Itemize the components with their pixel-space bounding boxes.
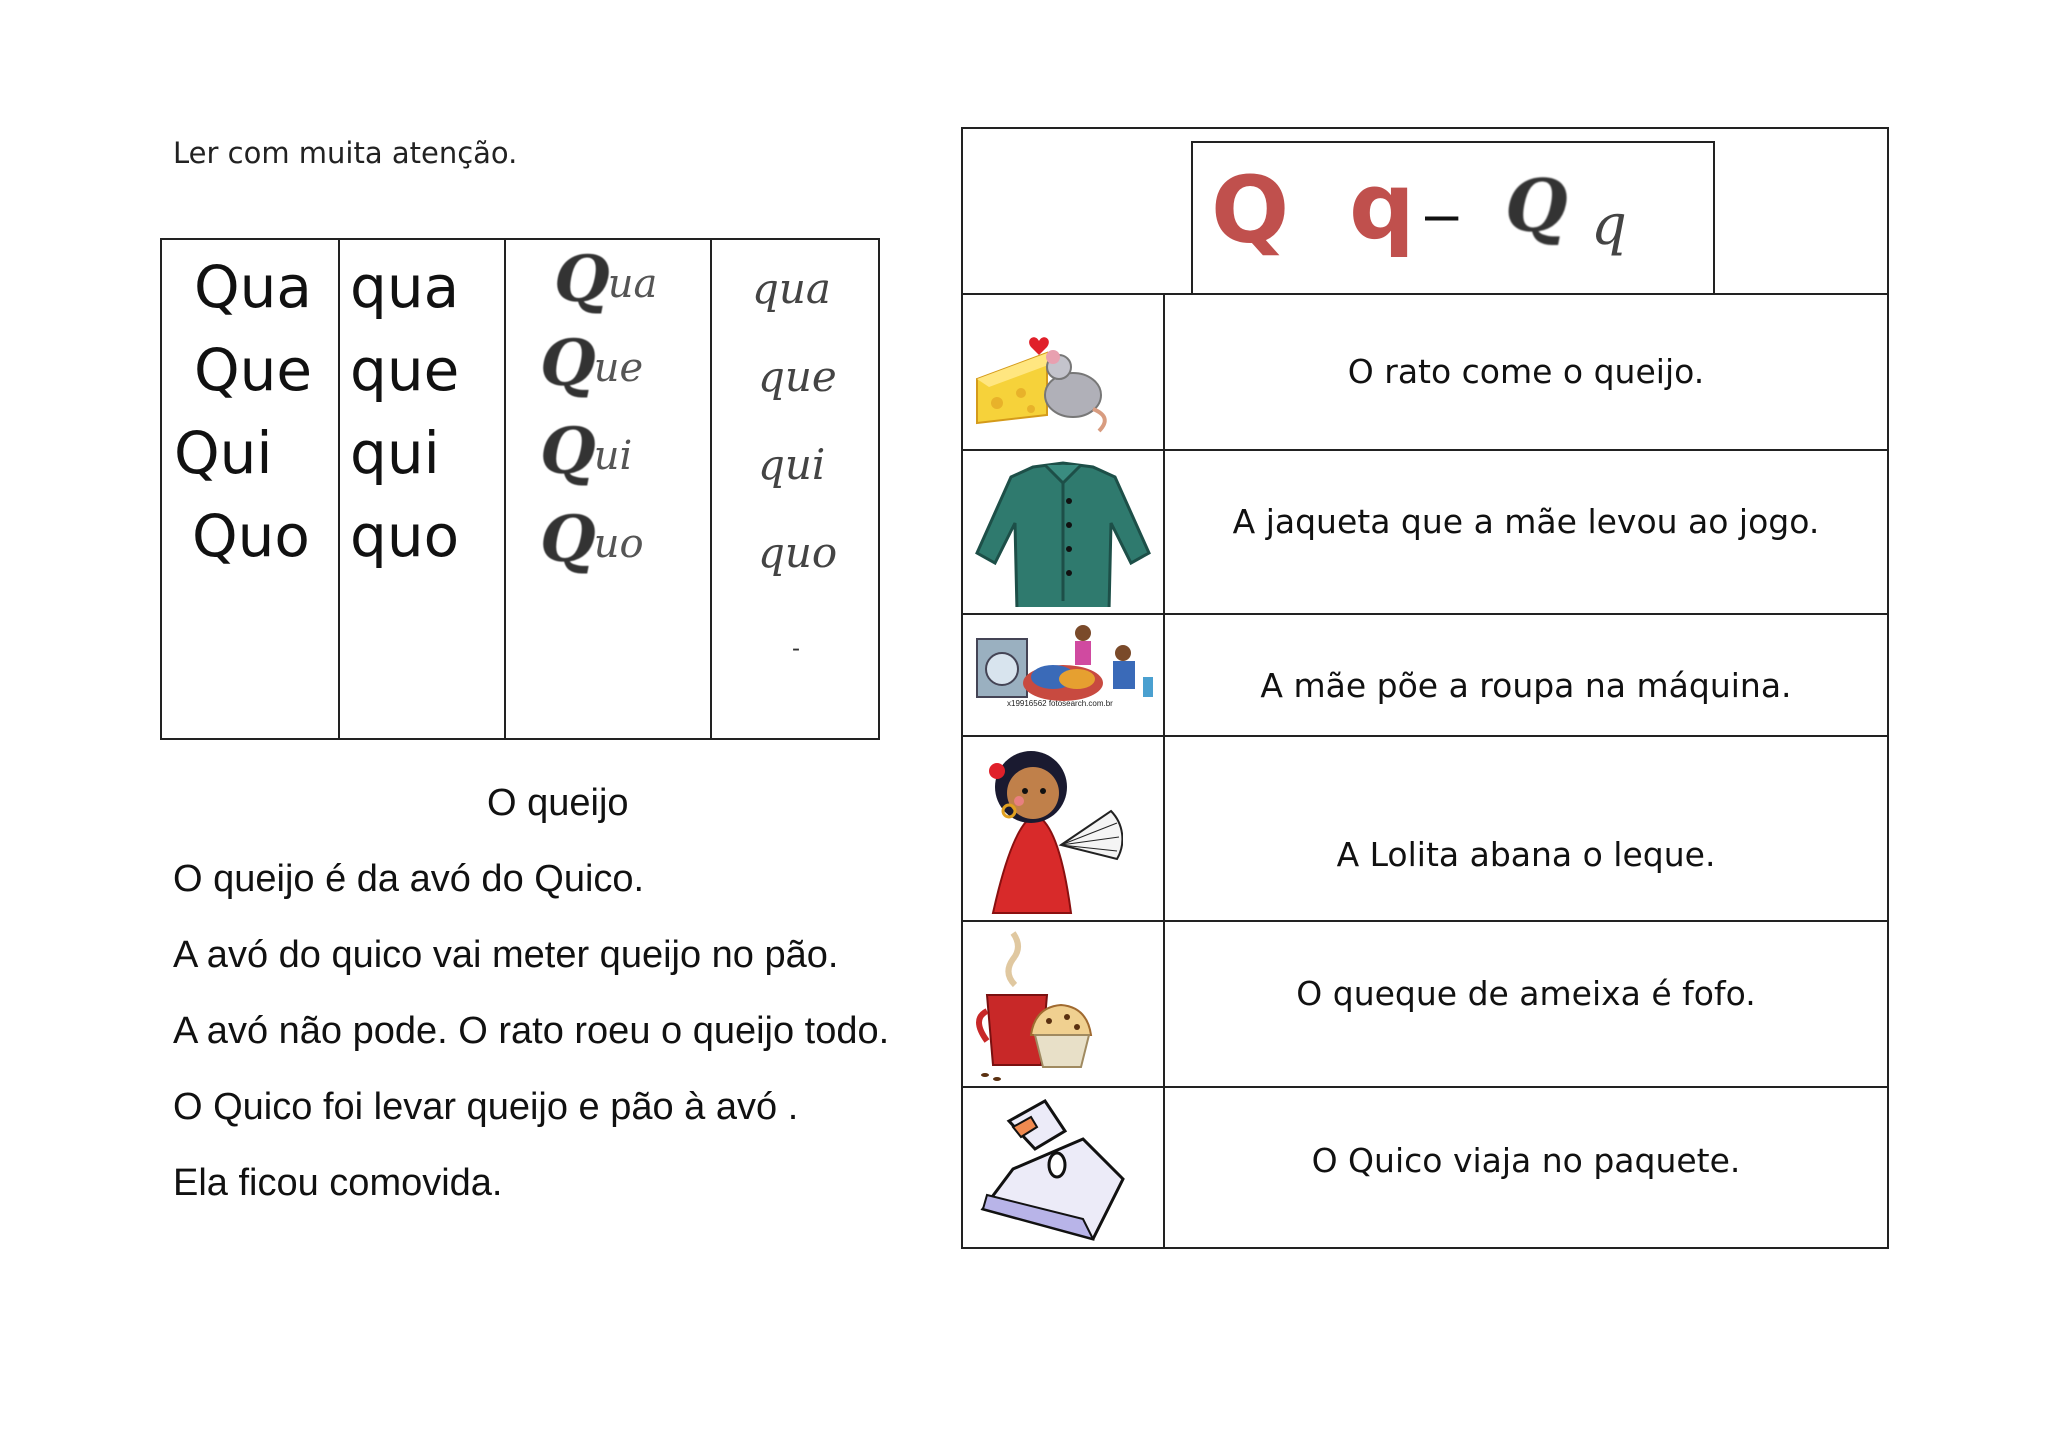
- story-title: O queijo: [487, 782, 629, 824]
- syllable-cursive-lower: que: [758, 352, 837, 401]
- dash-mark: -: [792, 635, 800, 662]
- row-divider: [963, 735, 1887, 737]
- letter-header: [1191, 141, 1715, 293]
- syllable-cursive-lower: qui: [758, 440, 826, 489]
- syllable-print-lower: qui: [350, 419, 440, 487]
- syllable-cursive-upper: Que: [540, 326, 644, 401]
- rat-cheese-picture: [973, 317, 1113, 442]
- syllable-table: [160, 238, 880, 740]
- jacket-picture: [973, 455, 1153, 612]
- syllable-print-lower: quo: [350, 502, 460, 570]
- row-divider: [963, 293, 1887, 295]
- syllable-print-lower: qua: [350, 253, 460, 321]
- row-sentence: A mãe põe a roupa na máquina.: [1260, 666, 1792, 705]
- story-line: A avó do quico vai meter queijo no pão.: [173, 934, 839, 976]
- row-divider: [963, 449, 1887, 451]
- girl-fan-picture: [973, 741, 1123, 922]
- column-print-lower: [338, 240, 506, 738]
- instruction-text: Ler com muita atenção.: [173, 136, 518, 170]
- syllable-print-upper: Que: [194, 336, 313, 404]
- row-sentence: O rato come o queijo.: [1347, 352, 1705, 391]
- ship-picture: [973, 1089, 1133, 1250]
- coffee-muffin-picture: [973, 925, 1103, 1090]
- image-caption: x19916562 fotosearch.com.br: [1007, 699, 1113, 708]
- header-dash: –: [1425, 180, 1459, 247]
- header-cursive-lower: q: [1591, 193, 1627, 258]
- column-divider: [1163, 293, 1165, 1247]
- column-cursive-lower: [710, 240, 882, 738]
- row-sentence: A Lolita abana o leque.: [1336, 835, 1716, 874]
- story-line: O Quico foi levar queijo e pão à avó .: [173, 1086, 799, 1128]
- story-line: O queijo é da avó do Quico.: [173, 858, 645, 900]
- syllable-cursive-lower: quo: [758, 528, 838, 577]
- story-line: Ela ficou comovida.: [173, 1162, 503, 1204]
- header-lower-letter: q: [1349, 153, 1415, 260]
- syllable-cursive-upper: Qua: [554, 242, 658, 317]
- column-cursive-upper: [504, 240, 712, 738]
- row-sentence: O Quico viaja no paquete.: [1311, 1141, 1741, 1180]
- syllable-print-upper: Qua: [194, 253, 312, 321]
- syllable-cursive-upper: Qui: [540, 414, 633, 489]
- syllable-cursive-upper: Quo: [540, 502, 644, 577]
- story-line: A avó não pode. O rato roeu o queijo todo.: [173, 1010, 890, 1052]
- syllable-print-upper: Qui: [174, 419, 273, 487]
- picture-sentence-table: [961, 127, 1889, 1249]
- row-sentence: O queque de ameixa é fofo.: [1296, 974, 1756, 1013]
- syllable-print-lower: que: [350, 336, 460, 404]
- washing-machine-picture: [973, 619, 1157, 718]
- syllable-print-upper: Quo: [192, 502, 310, 570]
- row-divider: [963, 613, 1887, 615]
- header-cursive-upper: Q: [1505, 163, 1568, 248]
- header-upper-letter: Q: [1211, 157, 1290, 264]
- column-print-upper: [162, 240, 340, 738]
- row-sentence: A jaqueta que a mãe levou ao jogo.: [1232, 502, 1820, 541]
- syllable-cursive-lower: qua: [752, 264, 831, 313]
